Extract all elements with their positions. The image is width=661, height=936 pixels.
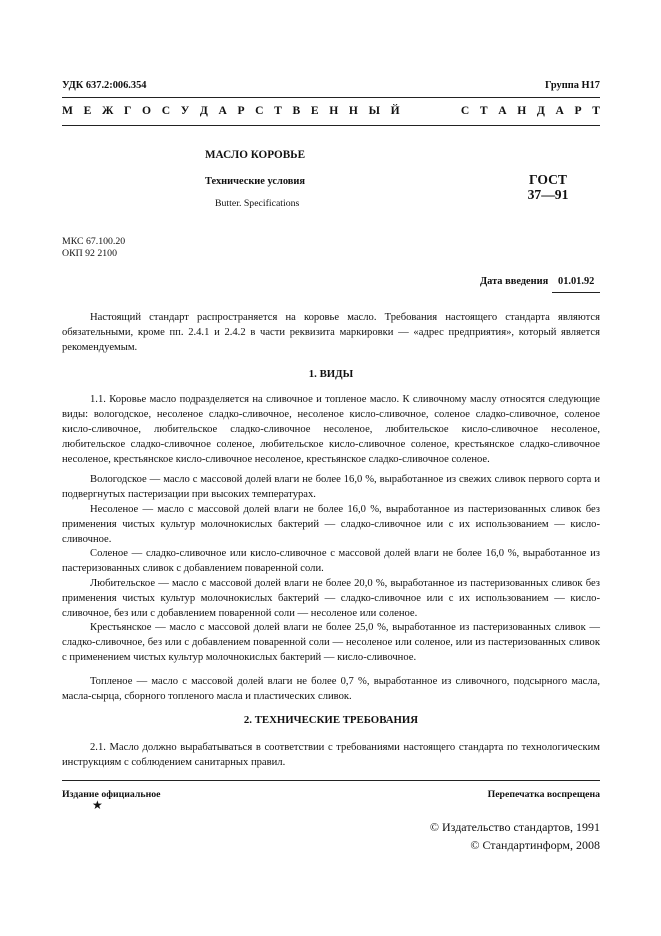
banner-letter: Ы bbox=[368, 104, 380, 117]
banner-letter: Н bbox=[329, 104, 339, 117]
banner-letter: О bbox=[142, 104, 152, 117]
udk-code: УДК 637.2:006.354 bbox=[62, 80, 147, 91]
paragraph-2-1: 2.1. Масло должно вырабатываться в соответствии с требованиями настоящего стандарта по технологическим инструкциям с соблюдением санитарных правил. bbox=[62, 742, 600, 768]
copyright-2008: © Стандартинформ, 2008 bbox=[470, 838, 600, 852]
banner-letter: Й bbox=[390, 104, 400, 117]
paragraph-1-1: 1.1. Коровье масло подразделяется на сливочное и топленое масло. К сливочному маслу относятся следующие виды: вологодское, несоленое сладко-сливочное, несоленое кисло-сливочное, соленое сладко-сливочное, соленое кисло-сливочное, любительское сладко-сливочное несоленое, любительское кисло-сливочное несоленое, любительское сладко-сливочное соленое, любительское кисло-сливочное соленое, крестьянское сладко-сливочное несоленое, крестьянское кисло-сливочное несоленое, крестьянское сладко-сливочное соленое. bbox=[62, 394, 600, 465]
banner-letter: А bbox=[498, 104, 507, 117]
banner-letter: Н bbox=[348, 104, 358, 117]
banner-letter: В bbox=[292, 104, 301, 117]
paragraph-vologodskoe: Вологодское — масло с массовой долей влаги не более 16,0 %, выработанное из свежих сливок первого сорта и подвергнутых пастеризации при высоких температурах. bbox=[62, 474, 600, 500]
paragraph-solenoe: Соленое — сладко-сливочное или кисло-сливочное с массовой долей влаги не более 16,0 %, выработанное из пастеризованных сливок с добавлением поваренной соли. bbox=[62, 548, 600, 574]
banner-letter: Д bbox=[199, 104, 208, 117]
paragraph-lyubitelskoe: Любительское — масло с массовой долей влаги не более 20,0 %, выработанное из пастеризованных сливок без применения чистых культур молочнокислых бактерий — сладко-сливочное или с их использованием — кисло-сливочное, без или с добавлением поваренной соли — несоленое или соленое. bbox=[62, 578, 600, 619]
intro-paragraph: Настоящий стандарт распространяется на коровье масло. Требования настоящего стандарта являются обязательными, кроме пп. 2.4.1 и 2.4.2 в части реквизита маркировки — «адрес предприятия», который является рекомендуемым. bbox=[62, 312, 600, 353]
star-icon: ★ bbox=[92, 798, 103, 812]
document-title: МАСЛО КОРОВЬЕ bbox=[205, 149, 306, 161]
banner-letter: Т bbox=[479, 104, 488, 117]
banner-letter: Т bbox=[592, 104, 600, 117]
banner-letter: Ж bbox=[101, 104, 114, 117]
banner-letter: С bbox=[255, 104, 264, 117]
paragraph-nesolenoe: Несоленое — масло с массовой долей влаги не более 16,0 %, выработанное из пастеризованных сливок без применения чистых культур молочнокислых бактерий — сладко-сливочное или с их использованием — кисло-сливочное. bbox=[62, 504, 600, 545]
paragraph-krestyanskoe: Крестьянское — масло с массовой долей влаги не более 25,0 %, выработанное из пастеризованных сливок — сладко-сливочное, без или с добавлением поваренной соли — несоленое или соленое, или из пастеризованных сливок с применением чистых культур молочнокислых бактерий — кисло-сливочное. bbox=[62, 622, 600, 663]
banner-letter: У bbox=[180, 104, 190, 117]
banner-letter: М bbox=[62, 104, 73, 117]
document-subtitle: Технические условия bbox=[205, 176, 305, 187]
footer-rule bbox=[62, 780, 600, 781]
banner-letter: Е bbox=[310, 104, 319, 117]
english-title: Butter. Specifications bbox=[215, 198, 300, 209]
banner-letter: Г bbox=[124, 104, 132, 117]
header-bottom-rule bbox=[62, 125, 600, 126]
banner-letter: С bbox=[161, 104, 171, 117]
banner-letter: Н bbox=[517, 104, 527, 117]
section-1-title: 1. ВИДЫ bbox=[308, 368, 354, 380]
okp-code: ОКП 92 2100 bbox=[62, 248, 117, 259]
section-2-title: 2. ТЕХНИЧЕСКИЕ ТРЕБОВАНИЯ bbox=[243, 714, 419, 726]
banner-letter: А bbox=[555, 104, 564, 117]
banner-letter: Т bbox=[274, 104, 282, 117]
banner-letter: С bbox=[460, 104, 470, 117]
copyright-1991: © Издательство стандартов, 1991 bbox=[429, 820, 600, 834]
intro-date-label: Дата введения bbox=[480, 276, 549, 287]
gost-label: ГОСТ bbox=[529, 172, 567, 187]
banner-letter: Е bbox=[83, 104, 92, 117]
banner-space bbox=[410, 104, 450, 120]
banner-letter: Р bbox=[237, 104, 245, 117]
intro-date-value: 01.01.92 bbox=[558, 276, 595, 287]
intro-date-underline bbox=[552, 292, 600, 293]
mks-code: МКС 67.100.20 bbox=[62, 236, 126, 247]
banner-letter: Р bbox=[574, 104, 582, 117]
paragraph-toplenoe: Топленое — масло с массовой долей влаги не более 0,7 %, выработанное из сливочного, подсырного масла, масла-сырца, сборного топленого масла и пластических сливок. bbox=[62, 676, 600, 702]
official-edition: Издание официальное bbox=[62, 789, 161, 800]
interstate-standard-banner bbox=[62, 104, 600, 120]
banner-letter: Д bbox=[536, 104, 545, 117]
banner-letter: А bbox=[218, 104, 227, 117]
group-code: Группа Н17 bbox=[544, 80, 600, 91]
reprint-notice: Перепечатка воспрещена bbox=[487, 789, 600, 800]
gost-number: 37—91 bbox=[527, 187, 569, 202]
header-top-rule bbox=[62, 97, 600, 98]
